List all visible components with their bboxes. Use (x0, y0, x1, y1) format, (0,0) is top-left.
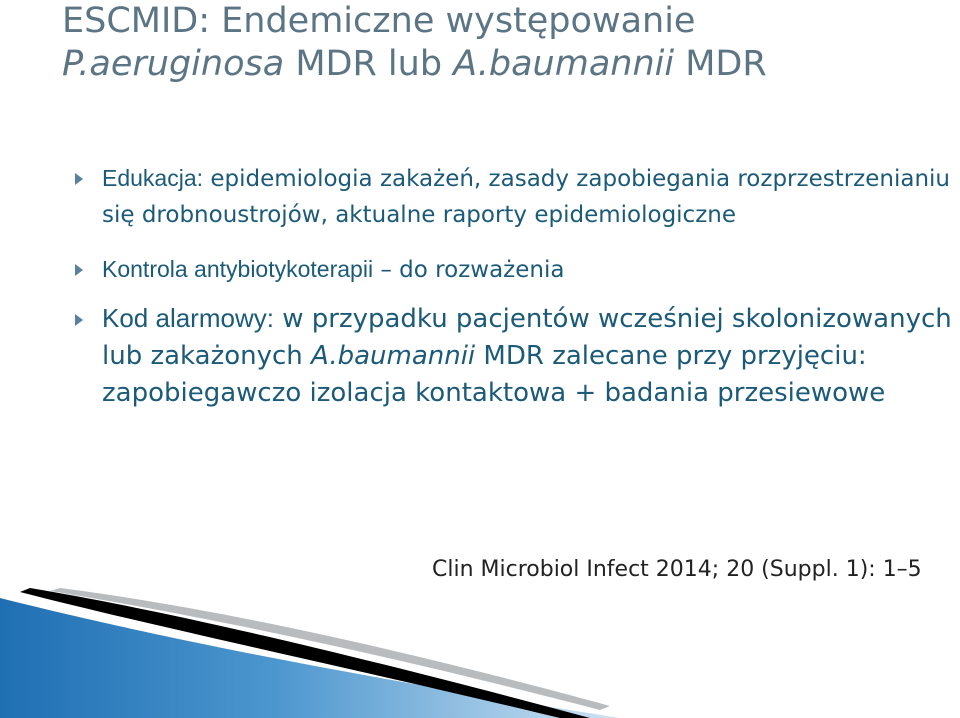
title-line-1: ESCMID: Endemiczne występowanie (62, 1, 696, 41)
title-line-2 (62, 43, 952, 86)
bullet-text: epidemiologia zakażeń, zasady zapobiegania rozprzestrzenianiu się drobnoustrojów, aktualne raporty epidemiologiczne (102, 166, 951, 228)
title-connector: MDR lub (284, 44, 454, 84)
triangle-right-icon (75, 264, 83, 276)
bullet-organism: A.baumannii (311, 341, 476, 371)
triangle-right-icon (75, 173, 83, 185)
title-organism-1: P.aeruginosa (62, 44, 285, 84)
bullet-text: – do rozważenia (373, 257, 565, 283)
bullet-key: Kontrola antybiotykoterapii (102, 256, 374, 282)
slide-title (62, 0, 952, 86)
citation: Clin Microbiol Infect 2014; 20 (Suppl. 1): 1–5 (432, 557, 922, 582)
bullet-key: Edukacja: (102, 165, 204, 191)
bullet-text-end: MDR zalecane przy przyjęciu: zapobiegawczo izolacja kontaktowa + badania przesiewowe (102, 341, 886, 408)
bullet-key: Kod alarmowy: (102, 303, 274, 333)
title-organism-2: A.baumannii (453, 44, 675, 84)
title-suffix: MDR (674, 44, 767, 84)
decorative-swoosh (0, 588, 960, 718)
bullet-text: w przypadku pacjentów wcześniej skolonizowanych lub zakażonych (102, 304, 952, 371)
bullet-item-antibiotic-control (72, 251, 957, 288)
bullet-item-alarm-code (72, 300, 957, 412)
bullet-item-education (72, 160, 957, 233)
triangle-right-icon (75, 314, 83, 326)
bullet-list (72, 160, 957, 412)
